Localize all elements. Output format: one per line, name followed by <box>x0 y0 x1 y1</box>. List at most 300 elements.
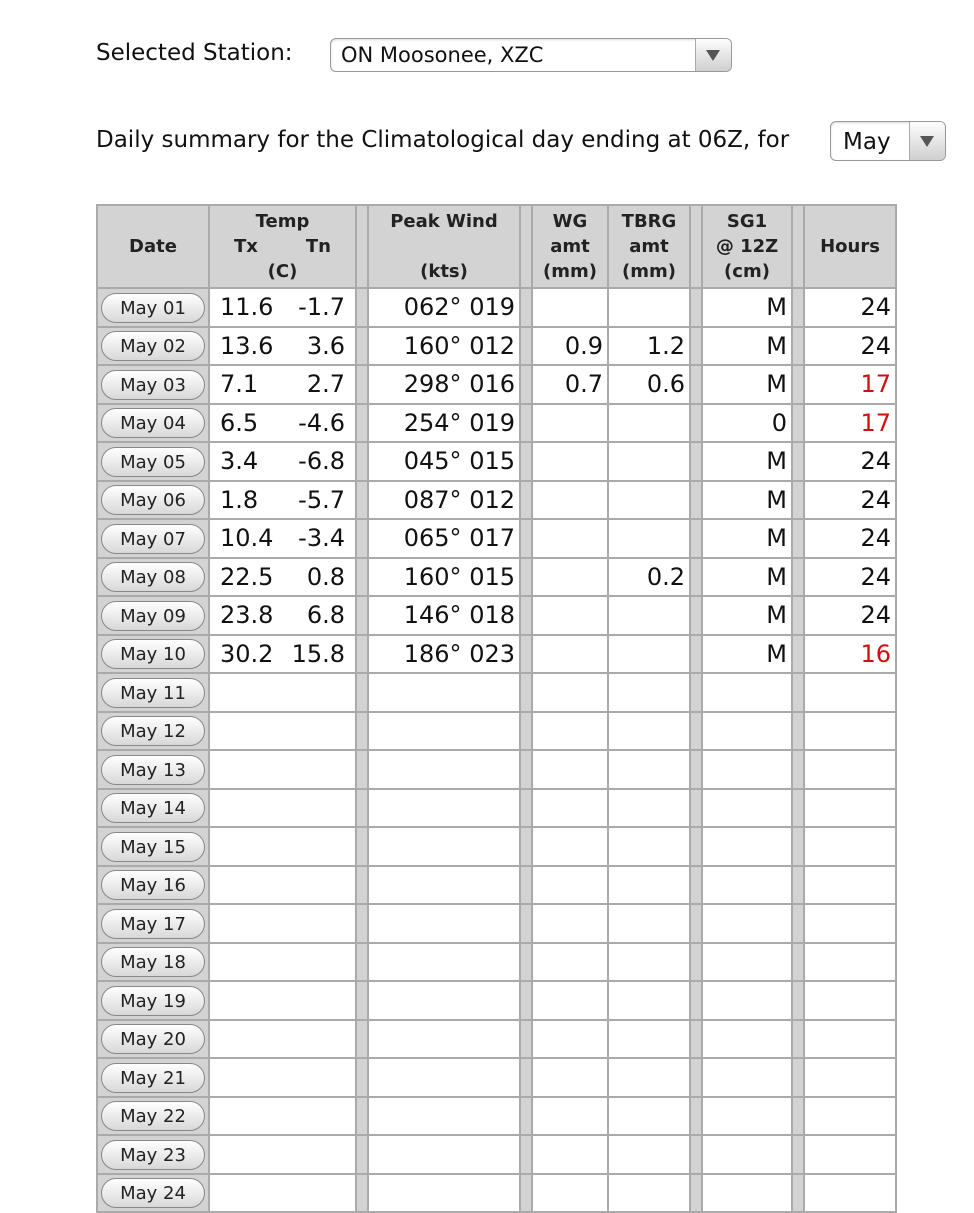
wind-cell: 146° 018 <box>369 597 519 634</box>
separator <box>691 289 701 326</box>
table-row <box>98 1059 895 1096</box>
tbrg-cell <box>609 828 689 865</box>
date-button[interactable]: May 20 <box>101 1024 205 1054</box>
separator <box>521 751 531 788</box>
tn-value: -1.7 <box>298 293 345 322</box>
date-button[interactable]: May 01 <box>101 293 205 323</box>
tn-value: 0.8 <box>306 562 345 591</box>
date-cell <box>98 828 208 865</box>
separator <box>691 751 701 788</box>
separator <box>357 1136 367 1173</box>
summary-label: Daily summary for the Climatological day ending at 06Z, for <box>96 127 790 153</box>
date-cell <box>98 597 208 634</box>
wind-cell <box>369 828 519 865</box>
temp-cell <box>210 1059 355 1096</box>
separator <box>691 1059 701 1096</box>
date-button[interactable]: May 14 <box>101 793 205 823</box>
separator <box>357 1098 367 1135</box>
tbrg-cell: 1.2 <box>609 328 689 365</box>
header-wg-title: WG <box>552 211 588 232</box>
separator <box>691 597 701 634</box>
wind-cell <box>369 1136 519 1173</box>
wg-cell <box>533 982 607 1019</box>
date-button[interactable]: May 09 <box>101 601 205 631</box>
sg1-cell: M <box>703 520 791 557</box>
tx-value: 1.8 <box>220 485 259 514</box>
separator <box>357 559 367 596</box>
separator <box>793 1098 803 1135</box>
wind-cell <box>369 867 519 904</box>
separator <box>793 1059 803 1096</box>
hours-cell: 17 <box>805 366 895 403</box>
hours-cell: 24 <box>805 597 895 634</box>
temp-cell <box>210 713 355 750</box>
tbrg-cell <box>609 289 689 326</box>
temp-cell <box>210 828 355 865</box>
separator <box>691 405 701 442</box>
date-cell <box>98 674 208 711</box>
sg1-cell <box>703 751 791 788</box>
tbrg-cell <box>609 405 689 442</box>
date-button[interactable]: May 05 <box>101 447 205 477</box>
separator <box>357 443 367 480</box>
tx-value: 13.6 <box>220 331 274 360</box>
wind-cell <box>369 674 519 711</box>
date-cell <box>98 559 208 596</box>
hours-cell <box>805 982 895 1019</box>
tbrg-cell <box>609 597 689 634</box>
table-row <box>98 1175 895 1212</box>
separator <box>357 405 367 442</box>
date-cell <box>98 713 208 750</box>
separator <box>793 520 803 557</box>
date-cell <box>98 751 208 788</box>
date-button[interactable]: May 16 <box>101 870 205 900</box>
tn-value: 2.7 <box>306 370 345 399</box>
wg-cell <box>533 1059 607 1096</box>
separator <box>793 289 803 326</box>
sg1-cell <box>703 1175 791 1212</box>
hours-cell <box>805 751 895 788</box>
separator <box>691 559 701 596</box>
sg1-cell: M <box>703 559 791 596</box>
header-tbrg-title: TBRG <box>621 211 677 232</box>
wg-cell <box>533 1021 607 1058</box>
date-cell <box>98 867 208 904</box>
separator <box>793 828 803 865</box>
table-row <box>98 905 895 942</box>
date-cell <box>98 636 208 673</box>
temp-cell <box>210 1098 355 1135</box>
wg-cell <box>533 597 607 634</box>
date-button[interactable]: May 15 <box>101 832 205 862</box>
separator <box>691 482 701 519</box>
temp-cell <box>210 366 355 403</box>
wg-cell <box>533 405 607 442</box>
wg-cell <box>533 867 607 904</box>
separator <box>793 597 803 634</box>
month-select-arrow[interactable] <box>909 122 945 160</box>
wind-cell: 160° 015 <box>369 559 519 596</box>
date-cell <box>98 905 208 942</box>
wind-cell <box>369 1175 519 1212</box>
wind-cell <box>369 790 519 827</box>
hours-cell <box>805 905 895 942</box>
table-row <box>98 1098 895 1135</box>
station-select[interactable] <box>330 38 732 72</box>
date-button[interactable]: May 23 <box>101 1140 205 1170</box>
header-sg1 <box>703 206 791 287</box>
separator <box>691 982 701 1019</box>
date-cell <box>98 1136 208 1173</box>
header-tbrg-sub: amt <box>629 236 669 257</box>
separator <box>521 867 531 904</box>
date-button[interactable]: May 11 <box>101 678 205 708</box>
hours-cell: 24 <box>805 289 895 326</box>
date-button[interactable]: May 21 <box>101 1063 205 1093</box>
separator <box>521 674 531 711</box>
date-button[interactable]: May 10 <box>101 639 205 669</box>
separator <box>691 636 701 673</box>
month-select[interactable] <box>830 121 946 161</box>
date-cell <box>98 1175 208 1212</box>
table-row <box>98 443 895 480</box>
tbrg-cell <box>609 944 689 981</box>
tbrg-cell <box>609 443 689 480</box>
separator <box>357 520 367 557</box>
separator <box>521 597 531 634</box>
tx-value: 10.4 <box>220 524 274 553</box>
tbrg-cell <box>609 1136 689 1173</box>
tn-value: 15.8 <box>291 639 345 668</box>
separator <box>521 1175 531 1212</box>
date-cell <box>98 482 208 519</box>
separator <box>691 867 701 904</box>
table-row <box>98 790 895 827</box>
sg1-cell: M <box>703 328 791 365</box>
hours-cell: 24 <box>805 520 895 557</box>
date-button[interactable]: May 17 <box>101 909 205 939</box>
hours-cell <box>805 1021 895 1058</box>
table-row <box>98 713 895 750</box>
date-cell <box>98 944 208 981</box>
hours-cell: 24 <box>805 443 895 480</box>
separator <box>521 790 531 827</box>
table-row <box>98 289 895 326</box>
temp-cell <box>210 1021 355 1058</box>
tbrg-cell <box>609 482 689 519</box>
separator <box>691 1136 701 1173</box>
header-sg1-sub: @ 12Z <box>715 236 779 257</box>
sg1-cell <box>703 1098 791 1135</box>
separator <box>691 790 701 827</box>
temp-cell <box>210 1175 355 1212</box>
hours-cell <box>805 1136 895 1173</box>
tx-value: 23.8 <box>220 601 274 630</box>
chevron-down-icon <box>706 50 720 61</box>
date-button[interactable]: May 18 <box>101 947 205 977</box>
hours-cell <box>805 828 895 865</box>
table-row <box>98 597 895 634</box>
separator <box>691 328 701 365</box>
header-wind-title: Peak Wind <box>390 211 498 232</box>
tx-value: 6.5 <box>220 408 259 437</box>
separator <box>521 1098 531 1135</box>
date-button[interactable]: May 12 <box>101 716 205 746</box>
date-button[interactable]: May 04 <box>101 408 205 438</box>
separator <box>521 636 531 673</box>
wg-cell <box>533 559 607 596</box>
station-select-arrow[interactable] <box>695 39 731 71</box>
daily-summary-table <box>96 204 897 1213</box>
wg-cell <box>533 1175 607 1212</box>
separator <box>521 206 531 287</box>
header-tx: Tx <box>234 236 258 257</box>
separator <box>793 405 803 442</box>
tn-value: -6.8 <box>298 447 345 476</box>
wg-cell <box>533 443 607 480</box>
table-row <box>98 944 895 981</box>
date-button[interactable]: May 03 <box>101 370 205 400</box>
separator <box>691 944 701 981</box>
separator <box>521 905 531 942</box>
wind-cell <box>369 713 519 750</box>
wind-cell: 254° 019 <box>369 405 519 442</box>
hours-cell <box>805 1098 895 1135</box>
temp-cell <box>210 636 355 673</box>
wg-cell <box>533 944 607 981</box>
wind-cell <box>369 751 519 788</box>
sg1-cell <box>703 1136 791 1173</box>
date-cell <box>98 443 208 480</box>
hours-cell: 24 <box>805 328 895 365</box>
separator <box>691 1098 701 1135</box>
separator <box>521 482 531 519</box>
temp-cell <box>210 289 355 326</box>
table-row <box>98 636 895 673</box>
wind-cell <box>369 1098 519 1135</box>
separator <box>357 790 367 827</box>
chevron-down-icon <box>920 136 934 147</box>
table-row <box>98 867 895 904</box>
tbrg-cell <box>609 1021 689 1058</box>
header-hours: Hours <box>805 206 895 287</box>
tbrg-cell <box>609 790 689 827</box>
sg1-cell <box>703 982 791 1019</box>
separator <box>357 289 367 326</box>
date-cell <box>98 289 208 326</box>
hours-cell <box>805 713 895 750</box>
temp-cell <box>210 944 355 981</box>
tx-value: 11.6 <box>220 293 274 322</box>
separator <box>521 405 531 442</box>
separator <box>521 1021 531 1058</box>
tn-value: -4.6 <box>298 408 345 437</box>
separator <box>793 982 803 1019</box>
separator <box>793 1136 803 1173</box>
temp-cell <box>210 982 355 1019</box>
separator <box>793 1175 803 1212</box>
temp-cell <box>210 443 355 480</box>
header-wg-unit: (mm) <box>543 261 597 282</box>
separator <box>691 1175 701 1212</box>
sg1-cell <box>703 944 791 981</box>
separator <box>521 520 531 557</box>
date-cell <box>98 405 208 442</box>
header-temp-unit: (C) <box>267 261 298 282</box>
temp-cell <box>210 597 355 634</box>
separator <box>793 482 803 519</box>
date-cell <box>98 1059 208 1096</box>
wg-cell <box>533 713 607 750</box>
separator <box>691 206 701 287</box>
hours-cell <box>805 674 895 711</box>
separator <box>793 674 803 711</box>
sg1-cell: M <box>703 482 791 519</box>
temp-cell <box>210 867 355 904</box>
separator <box>691 366 701 403</box>
header-tbrg <box>609 206 689 287</box>
separator <box>793 328 803 365</box>
separator <box>691 905 701 942</box>
header-wind <box>369 206 519 287</box>
separator <box>521 1059 531 1096</box>
wg-cell <box>533 790 607 827</box>
tbrg-cell <box>609 1175 689 1212</box>
separator <box>521 713 531 750</box>
tbrg-cell <box>609 1059 689 1096</box>
date-cell <box>98 790 208 827</box>
wind-cell: 045° 015 <box>369 443 519 480</box>
month-select-value: May <box>843 129 891 155</box>
separator <box>357 328 367 365</box>
header-wg-sub: amt <box>550 236 590 257</box>
date-button[interactable]: May 06 <box>101 485 205 515</box>
date-cell <box>98 366 208 403</box>
separator <box>357 1175 367 1212</box>
separator <box>357 206 367 287</box>
wind-cell: 087° 012 <box>369 482 519 519</box>
tbrg-cell <box>609 713 689 750</box>
temp-cell <box>210 905 355 942</box>
temp-cell <box>210 482 355 519</box>
tbrg-cell <box>609 982 689 1019</box>
separator <box>793 751 803 788</box>
wg-cell: 0.9 <box>533 328 607 365</box>
separator <box>691 443 701 480</box>
date-button[interactable]: May 19 <box>101 986 205 1016</box>
sg1-cell <box>703 828 791 865</box>
temp-cell <box>210 328 355 365</box>
tx-value: 22.5 <box>220 562 274 591</box>
separator <box>357 713 367 750</box>
header-sg1-unit: (cm) <box>724 261 770 282</box>
wg-cell <box>533 289 607 326</box>
header-temp <box>210 206 355 287</box>
wind-cell: 186° 023 <box>369 636 519 673</box>
hours-cell: 24 <box>805 559 895 596</box>
hours-cell: 17 <box>805 405 895 442</box>
hours-cell <box>805 867 895 904</box>
date-cell <box>98 1021 208 1058</box>
separator <box>793 443 803 480</box>
separator <box>793 944 803 981</box>
header-date: Date <box>98 206 208 287</box>
header-wg <box>533 206 607 287</box>
separator <box>521 366 531 403</box>
tbrg-cell <box>609 636 689 673</box>
date-button[interactable]: May 02 <box>101 331 205 361</box>
header-wind-unit: (kts) <box>420 261 468 282</box>
station-select-value: ON Moosonee, XZC <box>341 43 544 67</box>
separator <box>691 828 701 865</box>
hours-cell: 24 <box>805 482 895 519</box>
sg1-cell: M <box>703 636 791 673</box>
table-row <box>98 482 895 519</box>
hours-cell <box>805 1059 895 1096</box>
separator <box>793 905 803 942</box>
table-row <box>98 751 895 788</box>
temp-cell <box>210 790 355 827</box>
sg1-cell <box>703 867 791 904</box>
separator <box>793 1021 803 1058</box>
tn-value: 6.8 <box>306 601 345 630</box>
tx-value: 7.1 <box>220 370 259 399</box>
date-cell <box>98 520 208 557</box>
temp-cell <box>210 405 355 442</box>
date-button[interactable]: May 08 <box>101 562 205 592</box>
sg1-cell: M <box>703 597 791 634</box>
wg-cell <box>533 751 607 788</box>
temp-cell <box>210 520 355 557</box>
separator <box>521 289 531 326</box>
separator <box>521 328 531 365</box>
tx-value: 30.2 <box>220 639 274 668</box>
date-button[interactable]: May 13 <box>101 755 205 785</box>
tbrg-cell: 0.2 <box>609 559 689 596</box>
hours-cell <box>805 790 895 827</box>
date-button[interactable]: May 07 <box>101 524 205 554</box>
separator <box>793 636 803 673</box>
station-label: Selected Station: <box>96 40 293 66</box>
separator <box>357 636 367 673</box>
table-row <box>98 1021 895 1058</box>
separator <box>357 1059 367 1096</box>
temp-cell <box>210 1136 355 1173</box>
temp-cell <box>210 751 355 788</box>
date-button[interactable]: May 24 <box>101 1178 205 1208</box>
sg1-cell: M <box>703 443 791 480</box>
separator <box>521 982 531 1019</box>
hours-cell <box>805 1175 895 1212</box>
separator <box>521 559 531 596</box>
separator <box>357 751 367 788</box>
date-button[interactable]: May 22 <box>101 1101 205 1131</box>
tbrg-cell <box>609 674 689 711</box>
sg1-cell <box>703 905 791 942</box>
header-temp-title: Temp <box>255 211 310 232</box>
separator <box>357 482 367 519</box>
wind-cell: 160° 012 <box>369 328 519 365</box>
wind-cell <box>369 905 519 942</box>
table-row <box>98 828 895 865</box>
wind-cell <box>369 1059 519 1096</box>
sg1-cell <box>703 674 791 711</box>
wind-cell: 065° 017 <box>369 520 519 557</box>
tbrg-cell <box>609 520 689 557</box>
tbrg-cell <box>609 751 689 788</box>
sg1-cell <box>703 1021 791 1058</box>
